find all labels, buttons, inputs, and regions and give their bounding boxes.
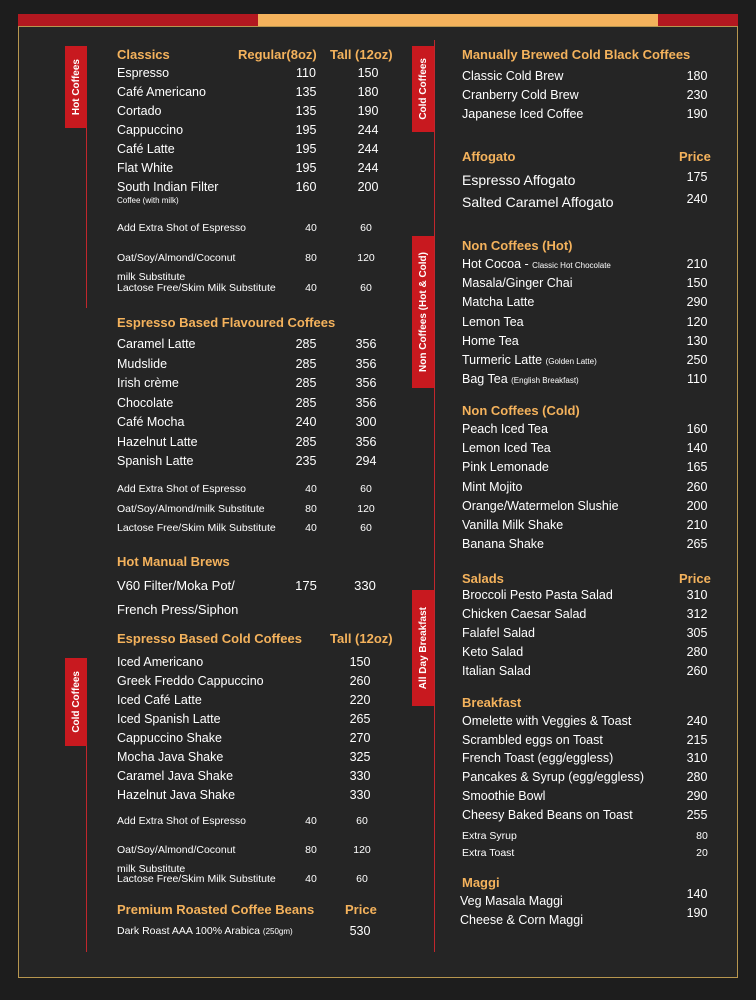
tab-label: All Day Breakfast	[417, 606, 429, 690]
menu-item-price: 310	[686, 751, 708, 766]
menu-item-price-regular: 285	[295, 356, 317, 371]
addon-item-price-regular: 80	[305, 252, 317, 264]
menu-item-price: 255	[686, 807, 708, 822]
menu-item-name: French Toast (egg/eggless)	[462, 751, 614, 766]
section-title-classics: Classics	[117, 47, 170, 62]
menu-item-price-tall: 300	[355, 415, 377, 429]
menu-item-price: 240	[686, 192, 708, 206]
addon-item-price-regular: 40	[305, 873, 317, 885]
menu-item-price: 260	[686, 664, 708, 678]
menu-item-price: 140	[686, 887, 708, 901]
menu-item-price: 290	[686, 295, 708, 310]
section-title-affogato: Affogato	[462, 149, 516, 164]
menu-item-name: Matcha Latte	[462, 295, 535, 310]
menu-item-name: Irish crème	[117, 376, 179, 390]
menu-item-price: 330	[349, 788, 371, 802]
menu-item-price-tall: 356	[355, 434, 377, 449]
menu-item-name-text: Bag Tea	[462, 372, 512, 387]
tab-cold-coffees	[65, 658, 87, 746]
menu-item-name: Espresso Affogato	[462, 172, 576, 188]
beans-item	[117, 925, 293, 937]
addon-item-price-tall: 60	[360, 222, 372, 234]
strip-orange	[258, 14, 658, 26]
menu-item-name: Espresso	[117, 66, 170, 80]
tab-label: Cold Coffees	[70, 671, 82, 733]
addon-item-price-regular: 40	[305, 522, 317, 534]
menu-item-name: Pancakes & Syrup (egg/eggless)	[462, 770, 645, 785]
menu-item-name: Cranberry Cold Brew	[462, 88, 579, 102]
menu-item-price: 230	[686, 88, 708, 102]
addon-item-price-tall: 60	[356, 815, 368, 827]
menu-item-name: Iced Café Latte	[117, 693, 202, 707]
menu-item-name: Masala/Ginger Chai	[462, 276, 573, 291]
addon-item-name: Add Extra Shot of Espresso	[117, 483, 246, 495]
section-title-non-hot: Non Coffees (Hot)	[462, 238, 573, 253]
menu-item-price-regular: 285	[295, 395, 317, 410]
addon-item-price-tall: 60	[360, 483, 372, 495]
addon-item-price-tall: 120	[357, 502, 375, 515]
menu-item-name: Chicken Caesar Salad	[462, 607, 587, 621]
menu-item-name: Classic Cold Brew	[462, 69, 564, 83]
menu-item-name	[462, 353, 597, 367]
menu-item-price-regular: 135	[295, 85, 317, 99]
beans-price: 530	[349, 924, 371, 938]
col-header-price-affogato: Price	[679, 149, 711, 164]
menu-item-price: 240	[686, 714, 708, 728]
menu-item-price: 175	[686, 170, 708, 184]
section-title-non-cold: Non Coffees (Cold)	[462, 403, 580, 418]
section-title-maggi: Maggi	[462, 875, 500, 890]
addon-item-name: Lactose Free/Skim Milk Substitute	[117, 522, 276, 534]
menu-item-name: Hazelnut Latte	[117, 434, 198, 449]
col-header-regular: Regular(8oz)	[238, 47, 317, 62]
menu-item-price-regular: 235	[295, 454, 317, 468]
menu-item-price: 190	[686, 906, 708, 920]
tab-label: Cold Coffees	[417, 58, 429, 120]
tab-label: Hot Coffees	[70, 58, 82, 116]
menu-item-note: (English Breakfast)	[511, 376, 579, 386]
menu-item-price: 190	[686, 107, 708, 121]
menu-item-price: 280	[686, 770, 708, 785]
menu-item-price-regular: 195	[295, 161, 317, 175]
menu-item-name: Caramel Latte	[117, 337, 196, 351]
section-title-cold-black: Manually Brewed Cold Black Coffees	[462, 47, 691, 62]
menu-item-note: Coffee (with milk)	[117, 196, 179, 205]
menu-item-price-tall: 356	[355, 376, 377, 390]
center-divider	[434, 40, 435, 952]
col-header-tall: Tall (12oz)	[330, 47, 393, 62]
menu-item-price-tall: 200	[357, 180, 379, 194]
menu-item-price-tall: 244	[357, 123, 379, 137]
menu-item-name: Italian Salad	[462, 664, 531, 678]
menu-item-name: Omelette with Veggies & Toast	[462, 714, 632, 728]
menu-item-price-tall: 180	[357, 85, 379, 99]
addon-item-price-tall: 120	[357, 252, 375, 264]
menu-item-price: 150	[349, 655, 371, 669]
addon-item-price-regular: 40	[305, 282, 317, 294]
menu-item-price-regular: 160	[295, 180, 317, 194]
menu-item-name: Greek Freddo Cappuccino	[117, 674, 264, 688]
menu-item-price: 150	[686, 276, 708, 291]
menu-item-price-regular: 240	[295, 415, 317, 429]
menu-item-price-regular: 285	[295, 434, 317, 449]
extra-item-name: Extra Syrup	[462, 830, 517, 842]
menu-item-price: 305	[686, 626, 708, 640]
menu-item-name: Café Americano	[117, 85, 206, 99]
menu-item-name: Scrambled eggs on Toast	[462, 732, 603, 747]
section-title-manual-brews: Hot Manual Brews	[117, 554, 230, 569]
addon-item-name: Add Extra Shot of Espresso	[117, 815, 246, 827]
menu-item-name: Lemon Iced Tea	[462, 441, 551, 456]
menu-item-price-tall: 150	[357, 66, 379, 80]
menu-item-name: Hazelnut Java Shake	[117, 788, 236, 802]
menu-item-price: 265	[686, 537, 708, 552]
addon-item-price-tall: 60	[360, 282, 372, 294]
col-header-price-salads: Price	[679, 571, 711, 586]
menu-item-price: 312	[686, 607, 708, 621]
menu-item-name: Spanish Latte	[117, 454, 194, 468]
menu-item-price-tall: 356	[355, 395, 377, 410]
menu-item-price: 215	[686, 732, 708, 747]
menu-item-name-text: Turmeric Latte	[462, 353, 546, 367]
addon-item-price-regular: 40	[305, 815, 317, 827]
manual-brews-price-tall: 330	[354, 578, 376, 593]
menu-item-price-regular: 135	[295, 104, 317, 118]
menu-item-price: 210	[686, 257, 708, 271]
menu-item-name: Broccoli Pesto Pasta Salad	[462, 588, 613, 602]
menu-item-price-tall: 294	[355, 454, 377, 468]
menu-item-name-text: Hot Cocoa -	[462, 257, 533, 271]
section-title-salads: Salads	[462, 571, 504, 586]
addon-item-price-tall: 60	[356, 873, 368, 885]
menu-item-price: 325	[349, 750, 371, 764]
extra-item-name: Extra Toast	[462, 847, 515, 859]
tab-hot-coffees	[65, 46, 87, 128]
menu-item-price: 280	[686, 645, 708, 659]
menu-item-price-tall: 356	[355, 356, 377, 371]
menu-item-price-tall: 244	[357, 142, 379, 156]
menu-item-price-tall: 244	[357, 161, 379, 175]
menu-item-price: 160	[686, 422, 708, 436]
extra-item-price: 80	[696, 830, 708, 842]
menu-item-name: Caramel Java Shake	[117, 769, 234, 783]
menu-item-name: Cortado	[117, 104, 162, 118]
tab-cold-coffees-right	[412, 46, 434, 132]
menu-item-price: 265	[349, 712, 371, 726]
manual-brews-price-regular: 175	[295, 578, 317, 593]
beans-item-size: (250gm)	[262, 927, 293, 936]
tab-all-day-breakfast	[412, 590, 434, 706]
menu-item-price-regular: 195	[295, 123, 317, 137]
addon-item-name: Oat/Soy/Almond/milk Substitute	[117, 502, 265, 515]
menu-item-name: Flat White	[117, 161, 174, 175]
menu-item-price: 260	[686, 479, 708, 494]
menu-item-name: South Indian Filter	[117, 180, 219, 194]
menu-item-note: Classic Hot Chocolate	[532, 261, 611, 270]
col-header-tall-cold: Tall (12oz)	[330, 631, 393, 646]
addon-item-price-tall: 60	[360, 522, 372, 534]
beans-item-name: Dark Roast AAA 100% Arabica	[117, 925, 260, 937]
menu-item-price: 110	[687, 372, 707, 387]
addon-item-name: Oat/Soy/Almond/Coconut	[117, 844, 236, 856]
menu-item-name: Mudslide	[117, 356, 168, 371]
menu-item-price: 140	[686, 441, 708, 456]
addon-item-name: Add Extra Shot of Espresso	[117, 222, 246, 234]
section-title-beans: Premium Roasted Coffee Beans	[117, 902, 315, 917]
addon-item-name-line2: milk Substitute	[117, 863, 186, 875]
menu-item-price-tall: 190	[357, 104, 379, 118]
menu-item-name: Café Mocha	[117, 415, 185, 429]
section-title-flavoured: Espresso Based Flavoured Coffees	[117, 315, 336, 330]
menu-item-name: Orange/Watermelon Slushie	[462, 498, 619, 513]
menu-item-name: Falafel Salad	[462, 626, 535, 640]
menu-item-name: Lemon Tea	[462, 314, 524, 329]
menu-item-name: Mint Mojito	[462, 479, 523, 494]
menu-item-price: 330	[349, 769, 371, 783]
menu-item-price: 260	[349, 674, 371, 688]
menu-item-price: 220	[349, 693, 371, 707]
menu-item-name: Cappuccino Shake	[117, 731, 222, 745]
menu-item-name: Cheese & Corn Maggi	[460, 913, 583, 927]
addon-item-name: Oat/Soy/Almond/Coconut	[117, 252, 236, 264]
addon-item-price-regular: 40	[305, 222, 317, 234]
menu-item-name: Cappuccino	[117, 123, 184, 137]
menu-item-name: Veg Masala Maggi	[460, 894, 563, 908]
addon-item-price-regular: 80	[305, 844, 317, 856]
menu-item-name: Cheesy Baked Beans on Toast	[462, 807, 633, 822]
menu-item-price: 310	[686, 588, 708, 602]
menu-item-name: Keto Salad	[462, 645, 524, 659]
menu-item-name: Iced Americano	[117, 655, 204, 669]
menu-item-price: 120	[686, 314, 708, 329]
menu-item-price: 210	[686, 518, 708, 532]
strip-red-left	[18, 14, 258, 26]
manual-brews-line1: V60 Filter/Moka Pot/	[117, 578, 235, 593]
menu-item-price: 180	[686, 69, 708, 83]
menu-item-name	[462, 372, 579, 386]
top-color-strip	[18, 14, 738, 26]
addon-item-name-line2: milk Substitute	[117, 271, 186, 283]
menu-item-price-regular: 285	[295, 337, 317, 351]
addon-item-price-regular: 40	[305, 483, 317, 495]
tab-non-coffees	[412, 236, 434, 388]
col-header-price-beans: Price	[345, 902, 377, 917]
menu-item-name: Smoothie Bowl	[462, 788, 546, 803]
menu-item-name: Iced Spanish Latte	[117, 712, 221, 726]
menu-item-note: (Golden Latte)	[545, 357, 597, 366]
menu-item-name: Chocolate	[117, 395, 174, 410]
menu-item-price: 200	[686, 498, 708, 513]
section-title-breakfast: Breakfast	[462, 695, 522, 710]
menu-item-name: Mocha Java Shake	[117, 750, 224, 764]
menu-item-name: Peach Iced Tea	[462, 422, 548, 436]
section-title-cold-based: Espresso Based Cold Coffees	[117, 631, 302, 646]
addon-item-name: Lactose Free/Skim Milk Substitute	[117, 873, 276, 885]
menu-item-name: Japanese Iced Coffee	[462, 107, 584, 121]
menu-item-price: 270	[349, 731, 371, 745]
menu-item-name: Home Tea	[462, 333, 519, 348]
menu-item-name: Pink Lemonade	[462, 460, 549, 475]
manual-brews-line2: French Press/Siphon	[117, 602, 239, 617]
tab-label: Non Coffees (Hot & Cold)	[417, 252, 429, 372]
extra-item-price: 20	[696, 847, 708, 859]
menu-item-name: Salted Caramel Affogato	[462, 194, 614, 210]
menu-item-price-regular: 110	[296, 66, 316, 80]
addon-item-price-regular: 80	[305, 502, 317, 515]
menu-item-price: 165	[686, 460, 708, 475]
menu-item-name: Café Latte	[117, 142, 175, 156]
menu-item-price-regular: 285	[295, 376, 317, 390]
strip-red-right	[658, 14, 738, 26]
menu-item-price: 290	[686, 788, 708, 803]
menu-item-price: 250	[686, 353, 708, 367]
menu-item-price-regular: 195	[295, 142, 317, 156]
addon-item-price-tall: 120	[353, 844, 371, 856]
menu-item-name	[462, 257, 611, 271]
menu-item-name: Vanilla Milk Shake	[462, 518, 564, 532]
menu-item-price: 130	[686, 333, 708, 348]
menu-item-name: Banana Shake	[462, 537, 545, 552]
addon-item-name: Lactose Free/Skim Milk Substitute	[117, 282, 276, 294]
menu-item-price-tall: 356	[355, 337, 377, 351]
